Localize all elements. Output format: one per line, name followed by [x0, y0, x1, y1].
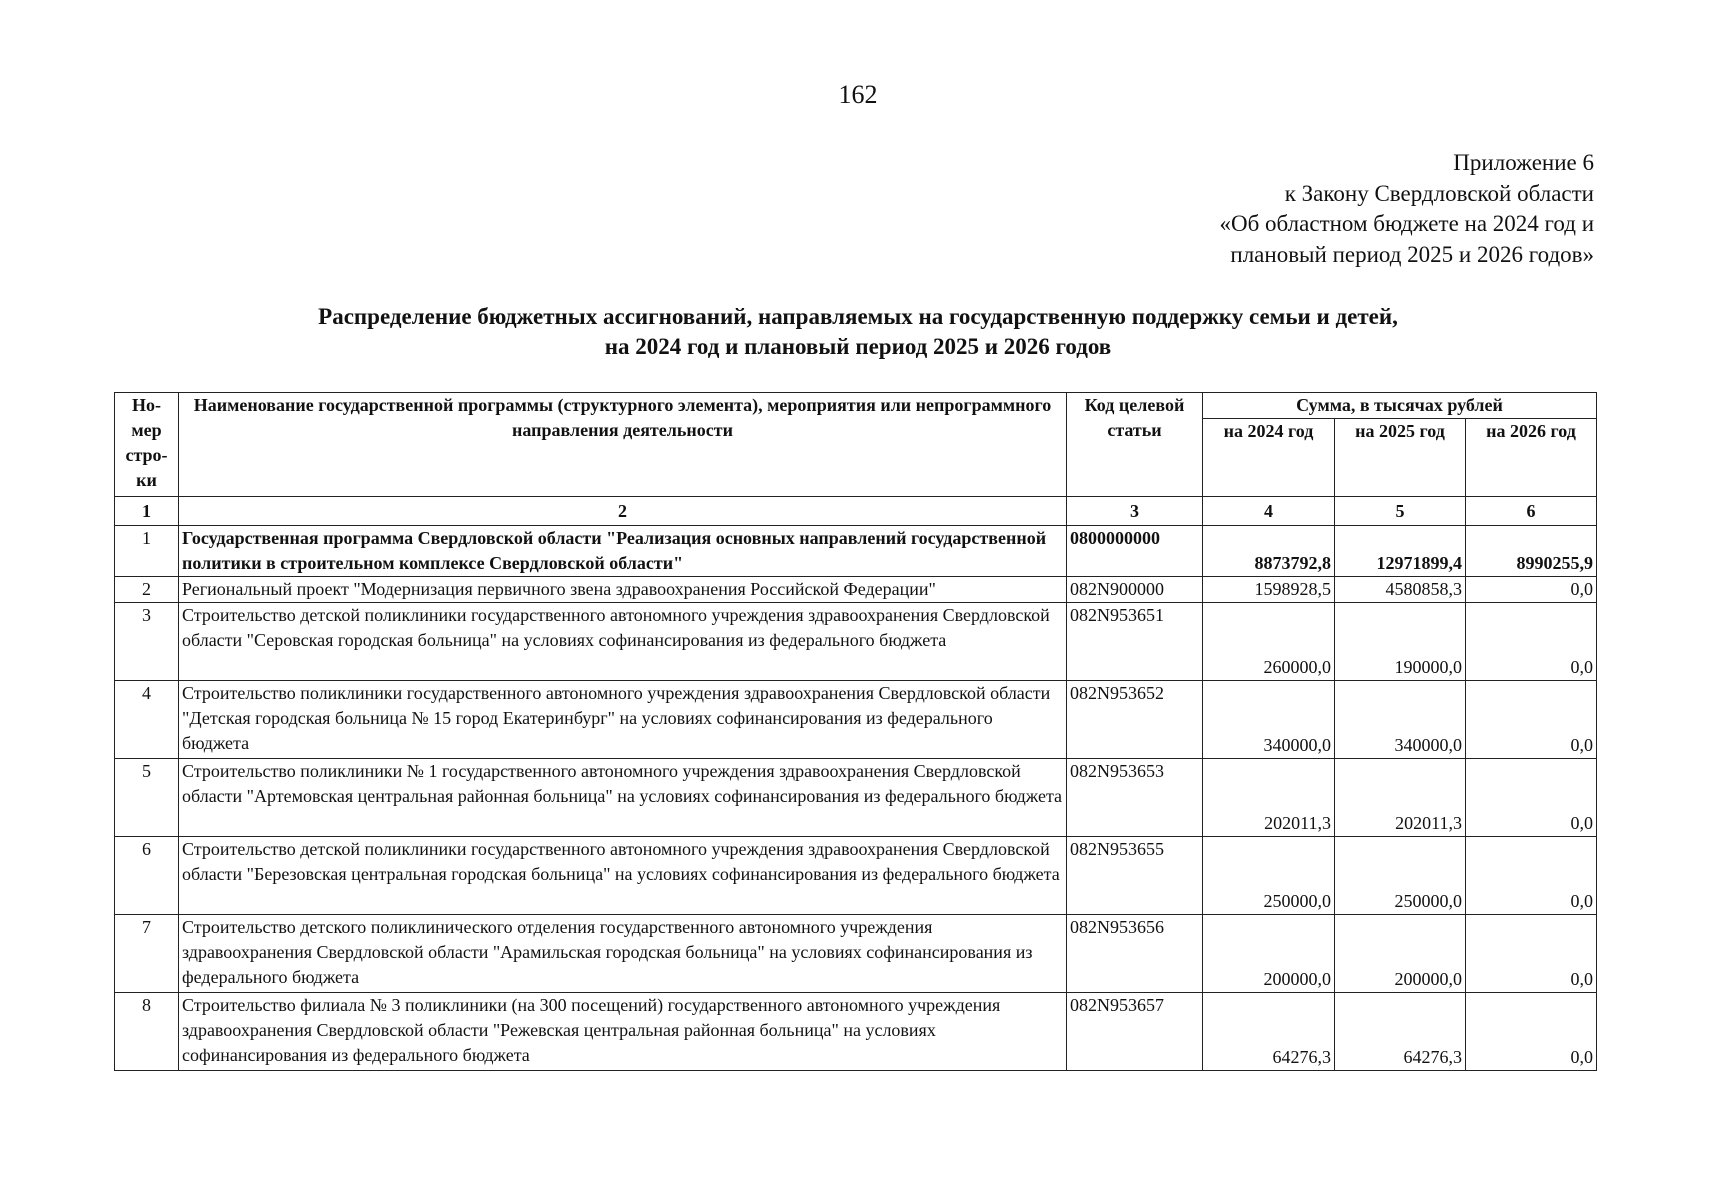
row-code: 082N953651 — [1067, 603, 1203, 681]
row-amount-2024: 260000,0 — [1203, 603, 1335, 681]
row-name: Строительство поликлиники № 1 государственного автономного учреждения здравоохранения Свердловской области "Артемовская центральная районная больница" на условиях софинансирования из федерального бюджета — [179, 759, 1067, 837]
row-number: 2 — [115, 577, 179, 603]
row-number: 5 — [115, 759, 179, 837]
title-line: на 2024 год и плановый период 2025 и 2026 годов — [604, 334, 1112, 359]
header-sum: Сумма, в тысячах рублей — [1203, 393, 1597, 419]
column-number: 1 — [115, 497, 179, 526]
table-row — [115, 603, 1597, 681]
row-code: 082N953655 — [1067, 837, 1203, 915]
appendix-line: плановый период 2025 и 2026 годов» — [1230, 241, 1594, 267]
row-name: Региональный проект "Модернизация первичного звена здравоохранения Российской Федерации" — [179, 577, 1067, 603]
row-code: 082N953656 — [1067, 915, 1203, 993]
budget-table — [114, 392, 1597, 1071]
row-amount-2024: 64276,3 — [1203, 993, 1335, 1071]
title-line: Распределение бюджетных ассигнований, направляемых на государственную поддержку семьи и детей, — [318, 304, 1398, 329]
row-code: 0800000000 — [1067, 526, 1203, 577]
column-number: 2 — [179, 497, 1067, 526]
row-name: Строительство поликлиники государственного автономного учреждения здравоохранения Свердловской области "Детская городская больница № 15 город Екатеринбург" на условиях софинансирования из федерального бюджета — [179, 681, 1067, 759]
row-amount-2025: 340000,0 — [1335, 681, 1466, 759]
header-year-2026: на 2026 год — [1466, 419, 1597, 497]
row-code: 082N900000 — [1067, 577, 1203, 603]
table-row — [115, 759, 1597, 837]
row-amount-2026: 0,0 — [1466, 577, 1597, 603]
column-number: 5 — [1335, 497, 1466, 526]
row-name: Строительство филиала № 3 поликлиники (на 300 посещений) государственного автономного учреждения здравоохранения Свердловской области "Режевская центральная районная больница" на условиях софинансирования из федерального бюджета — [179, 993, 1067, 1071]
row-name: Строительство детской поликлиники государственного автономного учреждения здравоохранения Свердловской области "Серовская городская больница" на условиях софинансирования из федерального бюджета — [179, 603, 1067, 681]
row-name: Строительство детской поликлиники государственного автономного учреждения здравоохранения Свердловской области "Березовская центральная городская больница" на условиях софинансирования из федерального бюджета — [179, 837, 1067, 915]
header-year-2024: на 2024 год — [1203, 419, 1335, 497]
row-number: 1 — [115, 526, 179, 577]
row-amount-2025: 64276,3 — [1335, 993, 1466, 1071]
row-amount-2025: 202011,3 — [1335, 759, 1466, 837]
row-amount-2025: 12971899,4 — [1335, 526, 1466, 577]
row-amount-2024: 340000,0 — [1203, 681, 1335, 759]
table-row — [115, 837, 1597, 915]
appendix-note — [1219, 148, 1594, 270]
row-code: 082N953657 — [1067, 993, 1203, 1071]
row-number: 7 — [115, 915, 179, 993]
table-row — [115, 915, 1597, 993]
row-code: 082N953653 — [1067, 759, 1203, 837]
row-amount-2024: 250000,0 — [1203, 837, 1335, 915]
table-row — [115, 526, 1597, 577]
row-number: 3 — [115, 603, 179, 681]
row-amount-2024: 200000,0 — [1203, 915, 1335, 993]
header-text: ки — [136, 470, 157, 490]
row-amount-2024: 8873792,8 — [1203, 526, 1335, 577]
document-title — [0, 302, 1716, 362]
column-number: 6 — [1466, 497, 1597, 526]
row-amount-2024: 202011,3 — [1203, 759, 1335, 837]
row-code: 082N953652 — [1067, 681, 1203, 759]
appendix-line: «Об областном бюджете на 2024 год и — [1219, 211, 1594, 236]
row-amount-2025: 250000,0 — [1335, 837, 1466, 915]
page-number: 162 — [838, 80, 878, 109]
row-amount-2026: 8990255,9 — [1466, 526, 1597, 577]
row-name: Строительство детского поликлинического отделения государственного автономного учреждения здравоохранения Свердловской области "Арамильская городская больница" на условиях софинансирования из федерального бюджета — [179, 915, 1067, 993]
header-code: Код целевой статьи — [1067, 393, 1203, 497]
row-number: 6 — [115, 837, 179, 915]
row-amount-2026: 0,0 — [1466, 681, 1597, 759]
header-name: Наименование государственной программы (структурного элемента), мероприятия или непрограммного направления деятельности — [179, 393, 1067, 497]
appendix-line: к Закону Свердловской области — [1284, 180, 1594, 206]
row-name: Государственная программа Свердловской области "Реализация основных направлений государственной политики в строительном комплексе Свердловской области" — [179, 526, 1067, 577]
row-amount-2025: 4580858,3 — [1335, 577, 1466, 603]
row-amount-2026: 0,0 — [1466, 837, 1597, 915]
row-amount-2026: 0,0 — [1466, 759, 1597, 837]
header-year-2025: на 2025 год — [1335, 419, 1466, 497]
header-row — [115, 393, 1597, 419]
table-row — [115, 993, 1597, 1071]
column-number-row — [115, 497, 1597, 526]
header-text: стро- — [125, 445, 168, 465]
row-amount-2026: 0,0 — [1466, 993, 1597, 1071]
table-row — [115, 577, 1597, 603]
row-amount-2025: 200000,0 — [1335, 915, 1466, 993]
row-amount-2024: 1598928,5 — [1203, 577, 1335, 603]
column-number: 4 — [1203, 497, 1335, 526]
appendix-line: Приложение 6 — [1453, 150, 1594, 175]
row-number: 8 — [115, 993, 179, 1071]
row-amount-2026: 0,0 — [1466, 603, 1597, 681]
row-number: 4 — [115, 681, 179, 759]
header-text: мер — [131, 420, 162, 440]
header-row-number — [115, 393, 179, 497]
row-amount-2025: 190000,0 — [1335, 603, 1466, 681]
table-row — [115, 681, 1597, 759]
row-amount-2026: 0,0 — [1466, 915, 1597, 993]
header-text: Но- — [132, 395, 161, 415]
column-number: 3 — [1067, 497, 1203, 526]
